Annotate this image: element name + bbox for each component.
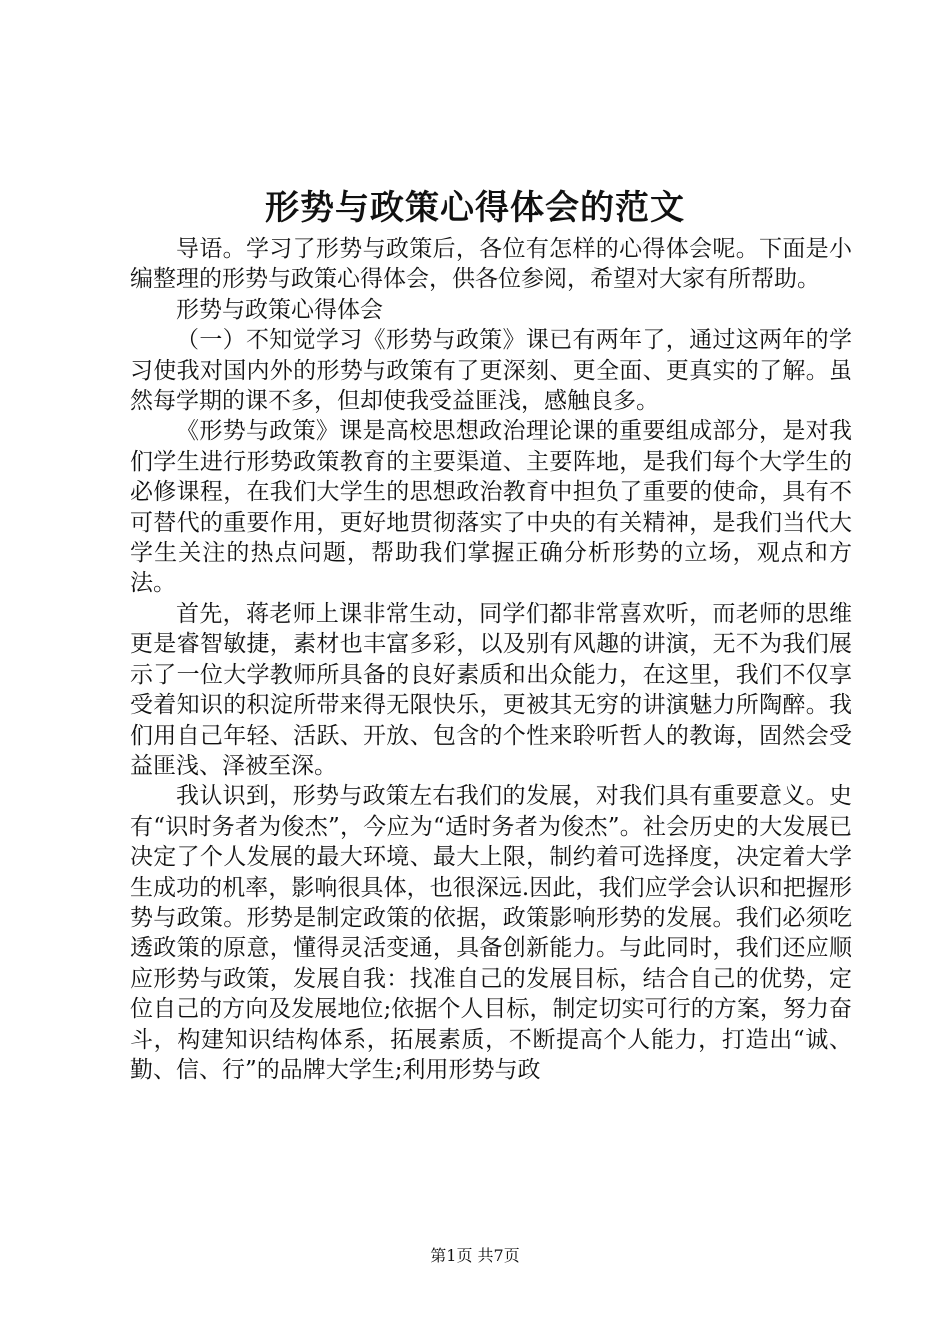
- paragraph-teacher: 首先，蒋老师上课非常生动，同学们都非常喜欢听，而老师的思维更是睿智敏捷，素材也丰富多彩，以及别有风趣的讲演，无不为我们展示了一位大学教师所具备的良好素质和出众能力，在这里，我们不仅享受着知识的积淀所带来得无限快乐，更被其无穷的讲演魅力所陶醉。我们用自己年轻、活跃、开放、包含的个性来聆听哲人的教诲，固然会受益匪浅、泽被至深。: [130, 600, 852, 779]
- document-title: 形势与政策心得体会的范文: [265, 188, 685, 228]
- page-footer: 第1页 共7页: [430, 1246, 520, 1265]
- paragraph-section-one: （一）不知觉学习《形势与政策》课已有两年了，通过这两年的学习使我对国内外的形势与政策有了更深刻、更全面、更真实的了解。虽然每学期的课不多，但却使我受益匪浅，感触良多。: [130, 327, 852, 415]
- paragraph-subheading: 形势与政策心得体会: [176, 296, 383, 323]
- paragraph-understanding: 我认识到，形势与政策左右我们的发展，对我们具有重要意义。史有“识时务者为俊杰”，今应为“适时务者为俊杰”。社会历史的大发展已决定了个人发展的最大环境、最大上限，制约着可选择度，决定着大学生成功的机率，影响很具体，也很深远.因此，我们应学会认识和把握形势与政策。形势是制定政策的依据，政策影响形势的发展。我们必须吃透政策的原意，懂得灵活变通，具备创新能力。与此同时，我们还应顺应形势与政策，发展自我：找准自己的发展目标，结合自己的优势，定位自己的方向及发展地位;依据个人目标，制定切实可行的方案，努力奋斗，构建知识结构体系，拓展素质，不断提高个人能力，打造出“诚、勤、信、行”的品牌大学生;利用形势与政: [130, 783, 852, 1083]
- paragraph-intro: 导语。学习了形势与政策后，各位有怎样的心得体会呢。下面是小编整理的形势与政策心得体会，供各位参阅，希望对大家有所帮助。: [130, 236, 852, 293]
- paragraph-course-role: 《形势与政策》课是高校思想政治理论课的重要组成部分，是对我们学生进行形势政策教育的主要渠道、主要阵地，是我们每个大学生的必修课程，在我们大学生的思想政治教育中担负了重要的使命，具有不可替代的重要作用，更好地贯彻落实了中央的有关精神，是我们当代大学生关注的热点问题，帮助我们掌握正确分析形势的立场，观点和方法。: [130, 418, 852, 597]
- document-body: [130, 234, 852, 1085]
